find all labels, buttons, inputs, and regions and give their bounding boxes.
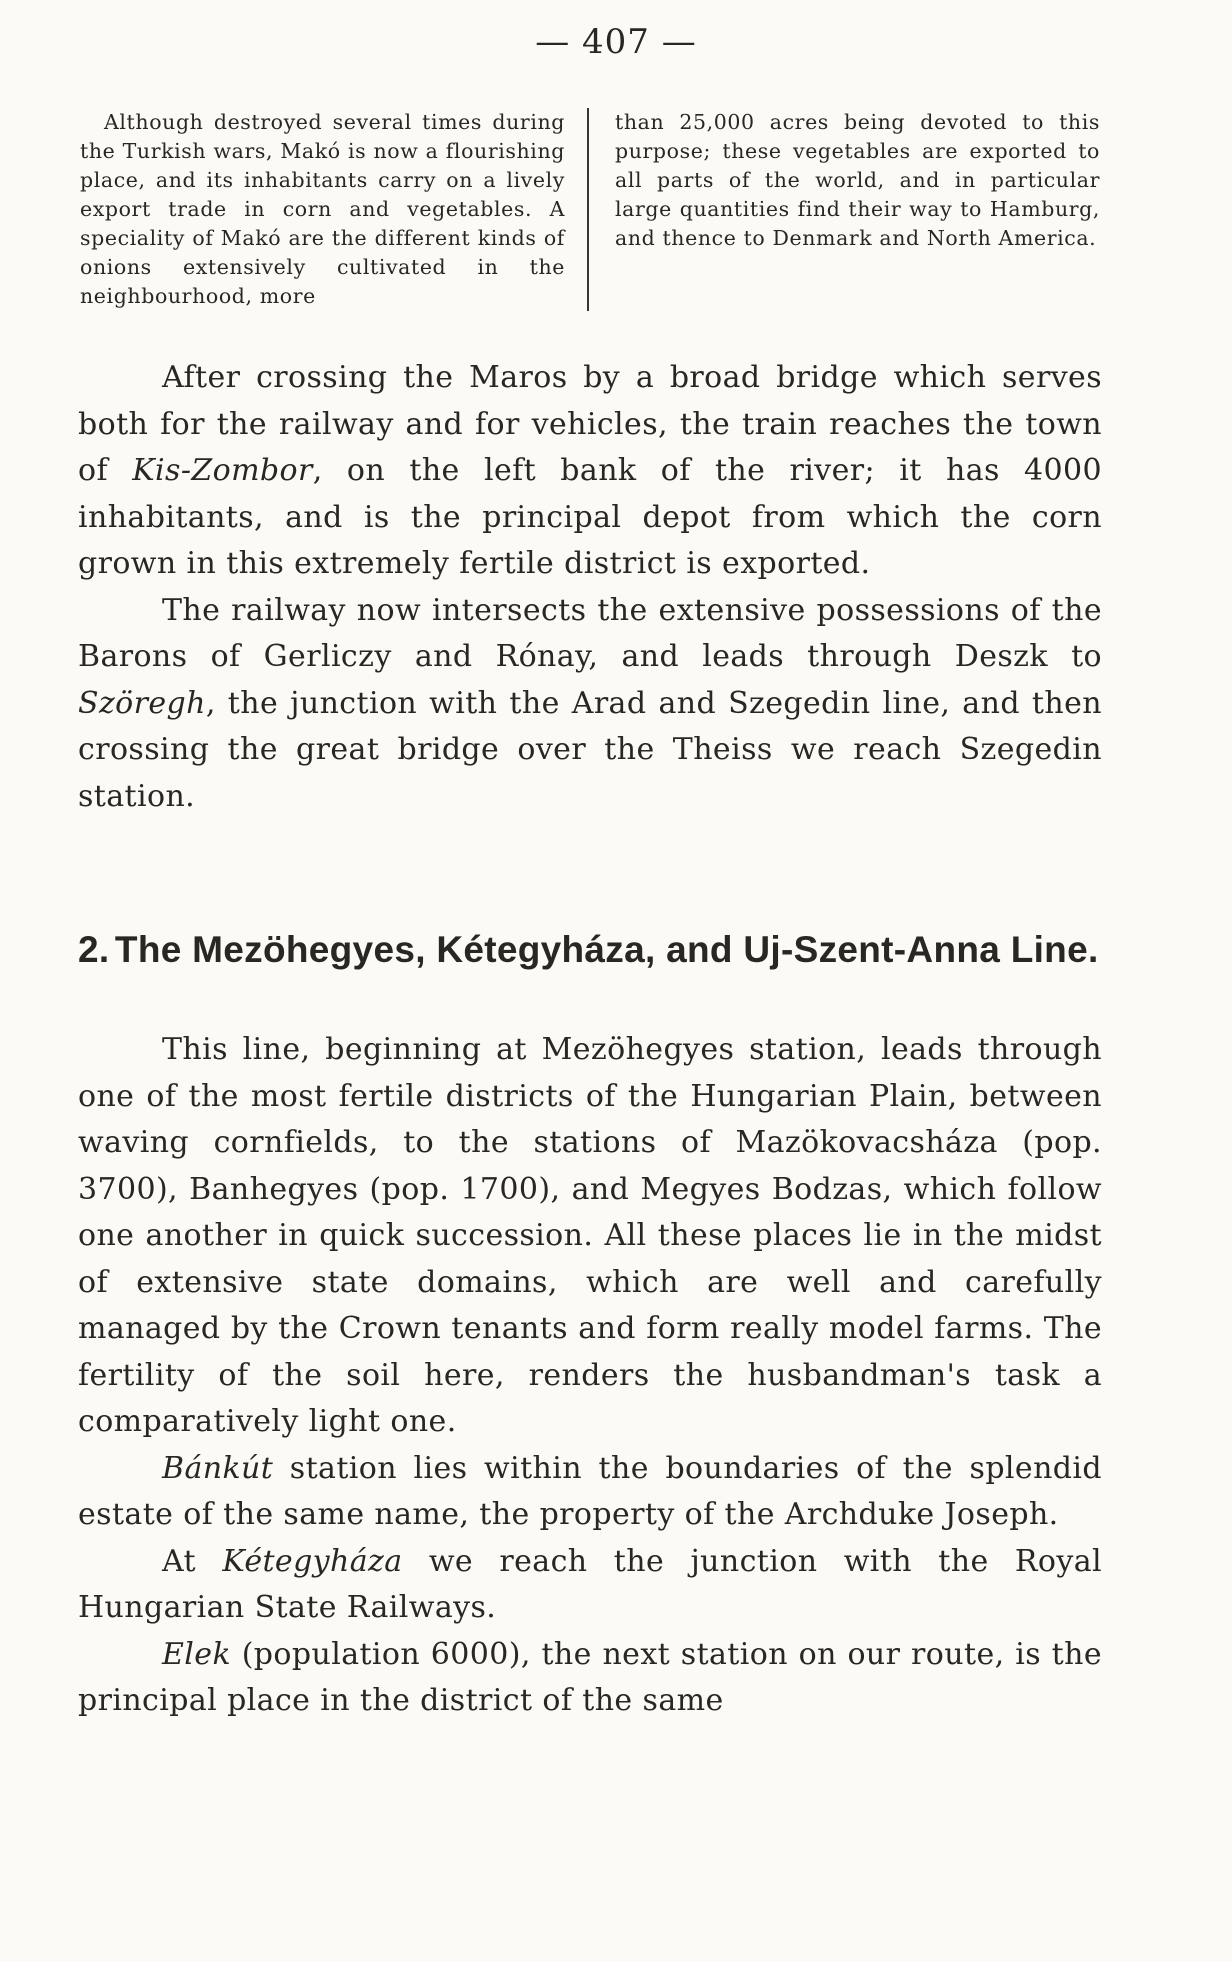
- left-column-text: Although destroyed several times during the Turkish wars, Makó is now a flourishing place, and its inhabitants carry on a lively export trade in corn and vegetables. A speciality of Makó are the different kinds of onions extensively cultivated in the neighbourhood, more: [80, 110, 565, 308]
- paragraph: Bánkút station lies within the boundaries of the splendid estate of the same name, the property of the Archduke Joseph.: [78, 1450, 1102, 1532]
- right-column-text: than 25,000 acres being devoted to this purpose; these vegetables are exported to all parts of the world, and in particular large quantities find their way to Hamburg, and thence to Denmark and North America.: [615, 110, 1100, 250]
- section-number: 2.: [78, 929, 110, 970]
- place-name: Elek: [162, 1636, 232, 1672]
- paragraph: After crossing the Maros by a broad bridge which serves both for the railway and for vehicles, the train reaches the town of Kis-Zombor, on the left bank of the river; it has 4000 inhabitants, and is the principal depot from which the corn grown in this extremely fertile district is exported.: [78, 360, 1103, 581]
- place-name: Bánkút: [162, 1450, 274, 1486]
- page-number: — 407 —: [535, 22, 697, 62]
- two-column-intro: [80, 108, 1100, 311]
- place-name: Kétegyháza: [222, 1543, 403, 1579]
- section-heading: [78, 925, 1104, 975]
- text-block-1: [78, 355, 1102, 820]
- section-title: The Mezöhegyes, Kétegyháza, and Uj-Szent-Anna Line.: [114, 929, 1099, 970]
- text-block-2: [78, 1027, 1102, 1725]
- paragraph: This line, beginning at Mezöhegyes station, leads through one of the most fertile districts of the Hungarian Plain, between waving cornfields, to the stations of Mazökovacsháza (pop. 3700), Banhegyes (pop. 1700), and Megyes Bodzas, which follow one another in quick succession. All these places lie in the midst of extensive state domains, which are well and carefully managed by the Crown tenants and form really model farms. The fertility of the soil here, renders the husbandman's task a comparatively light one.: [78, 1032, 1102, 1439]
- left-column: [80, 108, 589, 311]
- paragraph: The railway now intersects the extensive possessions of the Barons of Gerliczy and Rónay, and leads through Deszk to Szöregh, the junction with the Arad and Szegedin line, and then crossing the great bridge over the Theiss we reach Szegedin station.: [78, 592, 1102, 814]
- paragraph: At Kétegyháza we reach the junction with the Royal Hungarian State Railways.: [78, 1543, 1103, 1625]
- place-name: Kis-Zombor: [132, 453, 313, 488]
- right-column: [589, 108, 1100, 311]
- place-name: Szöregh: [78, 685, 206, 721]
- paragraph: Elek (population 6000), the next station on our route, is the principal place in the district of the same: [78, 1636, 1102, 1718]
